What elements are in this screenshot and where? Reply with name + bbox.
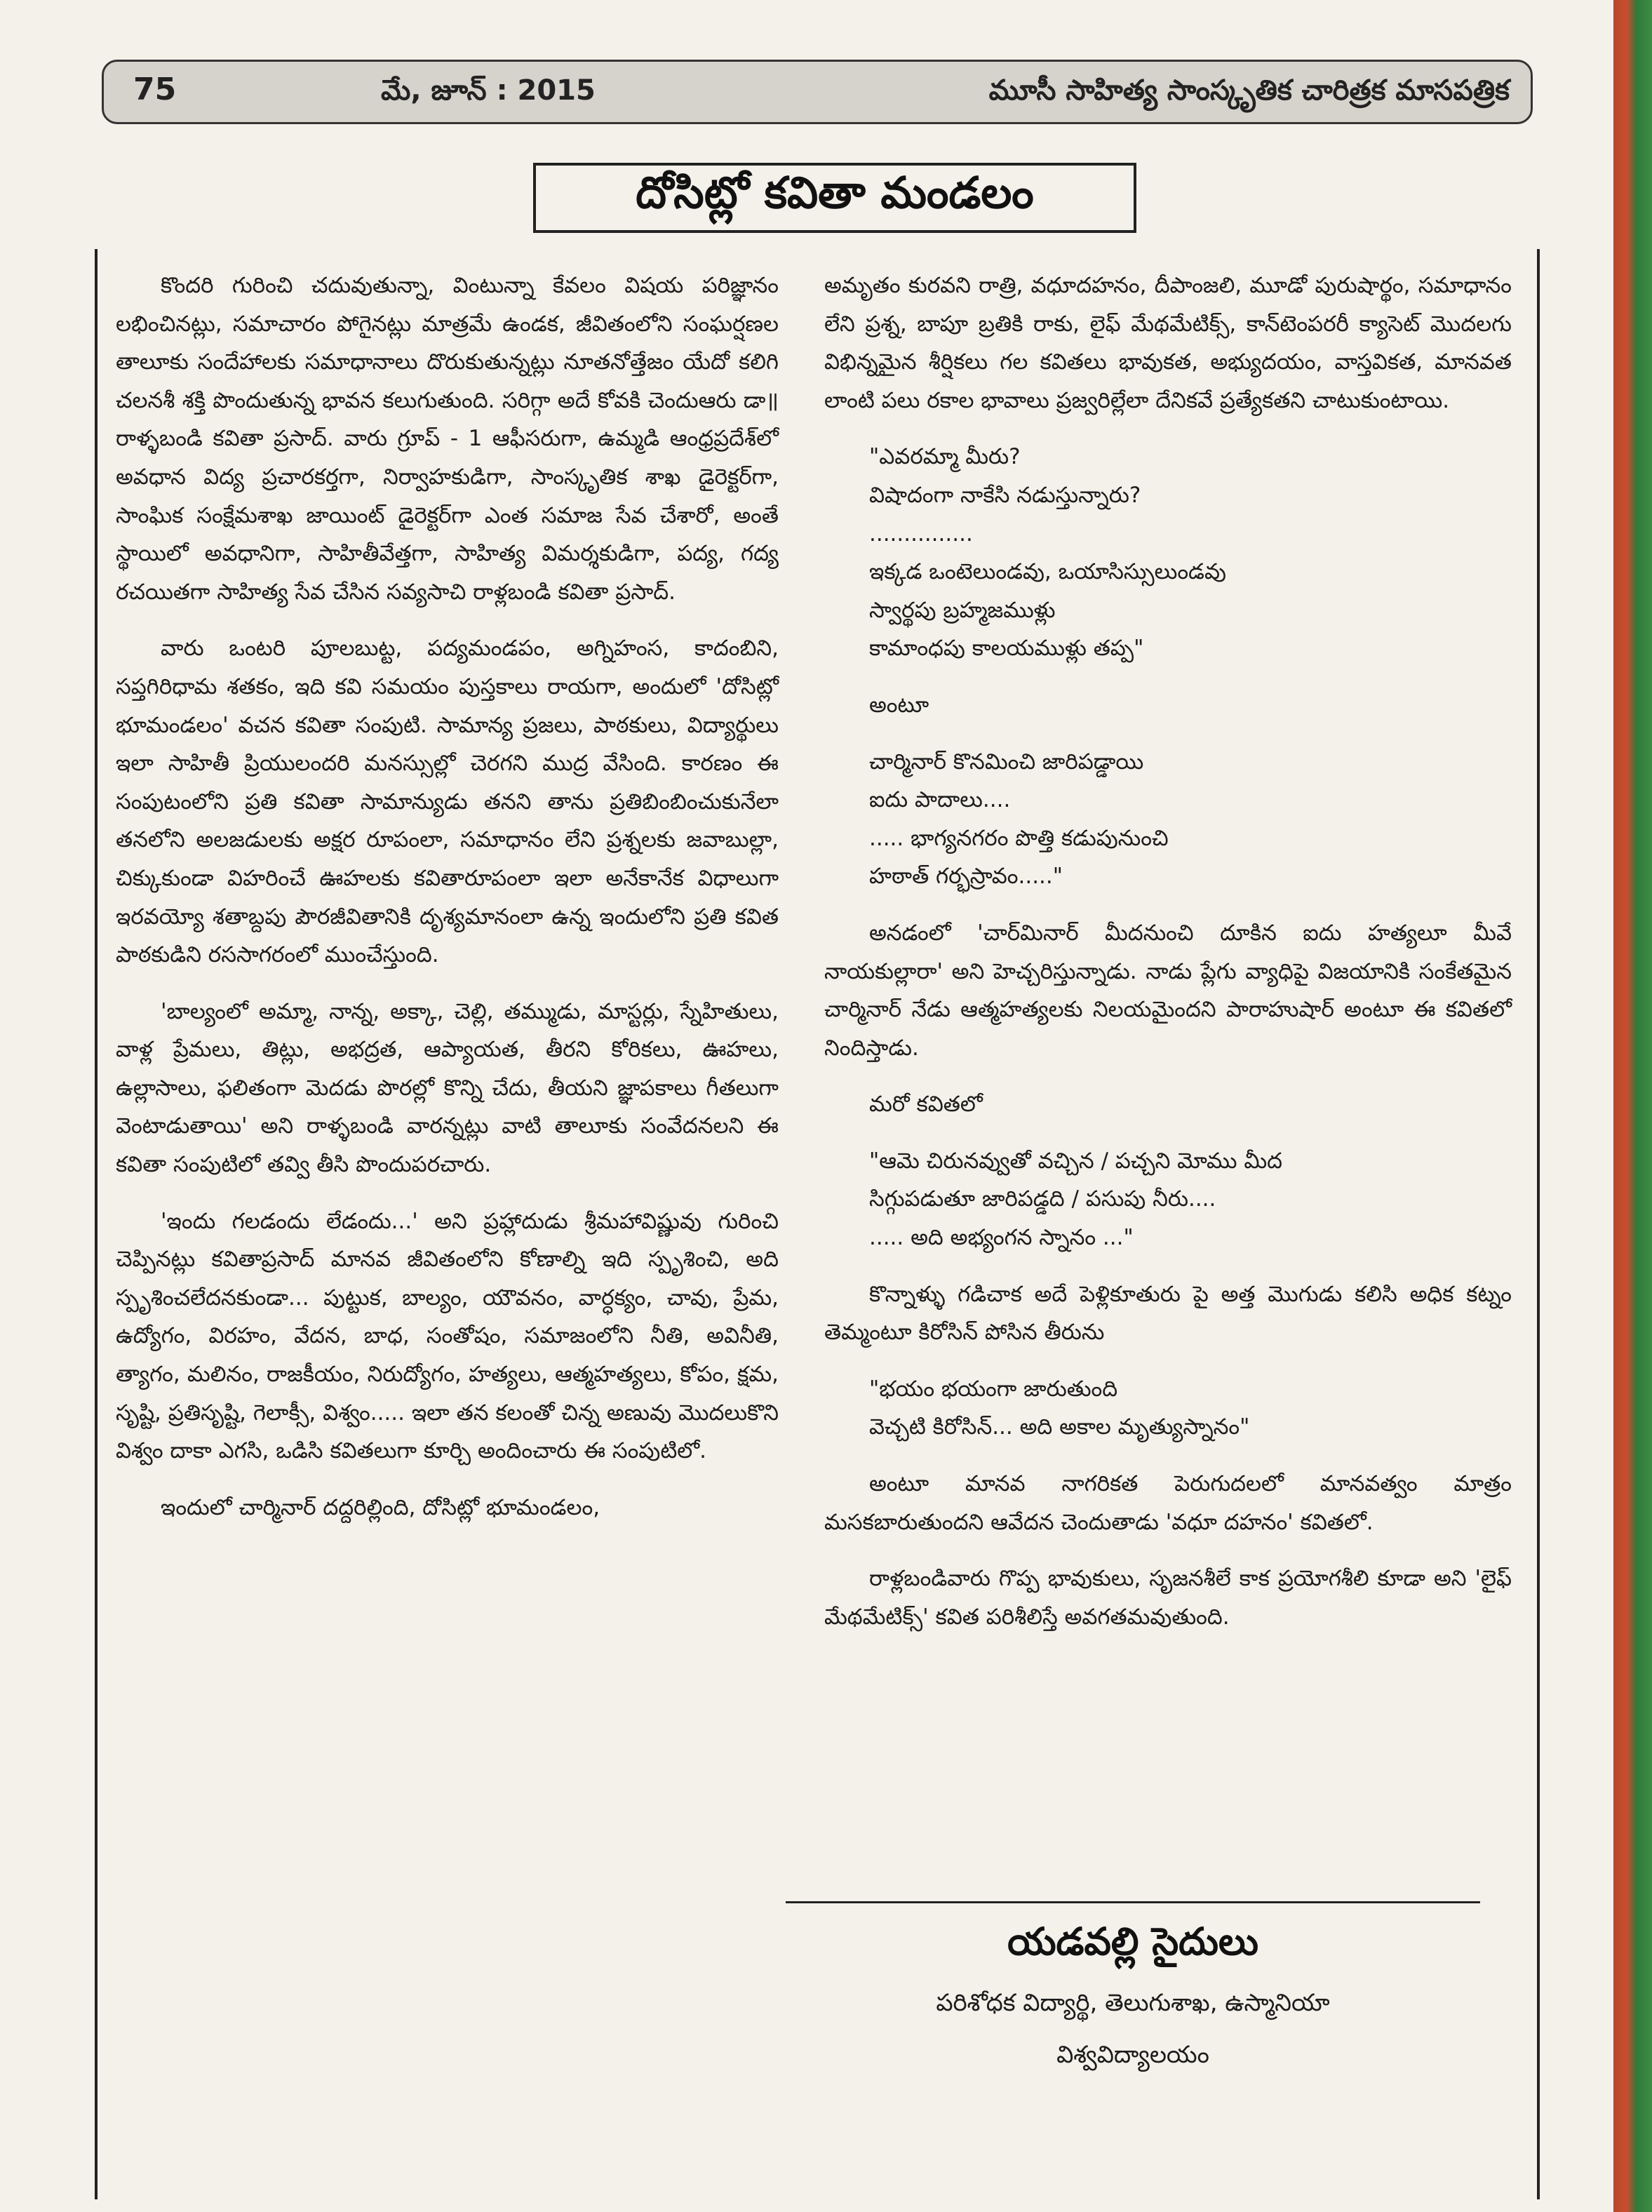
page-number: 75 — [133, 72, 177, 107]
paragraph: అంటూ మానవ నాగరికత పెరుగుదలలో మానవత్వం మాత్రం మసకబారుతుందని ఆవేదన చెందుతాడు 'వధూ దహనం' కవితలో. — [824, 1471, 1512, 1535]
author-block — [786, 1915, 1480, 2077]
quote-line: హఠాత్ గర్భస్రావం....." — [869, 864, 1063, 890]
right-column — [824, 267, 1512, 1654]
poem-quote-4 — [824, 1370, 1512, 1447]
left-column — [116, 267, 779, 1545]
poem-quote-2 — [824, 743, 1512, 896]
article-title-box — [533, 163, 1136, 233]
quote-line: చార్మినార్ కొనమించి జారిపడ్డాయి — [869, 749, 1144, 775]
poem-quote-3 — [824, 1142, 1512, 1257]
paragraph: కొందరి గురించి చదువుతున్నా, వింటున్నా కేవలం విషయ పరిజ్ఞానం లభించినట్లు, సమాచారం పోగైనట్లు మాత్రమే ఉండక, జీవితంలోని సంఘర్షణల తాలూకు సందేహాలకు సమాధానాలు దొరుకుతున్నట్లు నూతనోత్తేజం యేదో కలిగి చలనశీ శక్తి పొందుతున్న భావన కలుగుతుంది. సరిగ్గా అదే కోవకి చెందుఆరు డా॥ రాళ్ళబండి కవితా ప్రసాద్. వారు గ్రూప్ - 1 ఆఫీసరుగా, ఉమ్మడి ఆంధ్రప్రదేశ్‌లో అవధాన విద్య ప్రచారకర్తగా, నిర్వాహకుడిగా, సాంస్కృతిక శాఖ డైరెక్టర్‌గా, సాంఘిక సంక్షేమశాఖ జాయింట్ డైరెక్టర్‌గా ఎంత సమాజ సేవ చేశారో, అంతే స్థాయిలో అవధానిగా, సాహితీవేత్తగా, సాహిత్య విమర్శకుడిగా, పద్య, గద్య రచయితగా సాహిత్య సేవ చేసిన సవ్యసాచి రాళ్లబండి కవితా ప్రసాద్. — [116, 273, 779, 605]
paragraph: కొన్నాళ్ళు గడిచాక అదే పెళ్లికూతురు పై అత్త మొగుడు కలిసి అధిక కట్నం తెమ్మంటూ కిరోసిన్ పోసిన తీరును — [824, 1281, 1512, 1346]
paragraph: 'బాల్యంలో అమ్మా, నాన్న, అక్కా, చెల్లి, తమ్ముడు, మాస్టర్లు, స్నేహితులు, వాళ్ల ప్రేమలు, తిట్లు, అభద్రత, ఆప్యాయత, తీరని కోరికలు, ఊహలు, ఉల్లాసాలు, ఫలితంగా మెదడు పొరల్లో కొన్ని చేదు, తీయని జ్ఞాపకాలు గీతలుగా వెంటాడుతాయి' అని రాళ్ళబండి వారన్నట్లు వాటి తాలూకు సంవేదనలని ఈ కవితా సంపుటిలో తవ్వి తీసి పొందుపరచారు. — [116, 998, 779, 1178]
author-affiliation: పరిశోధక విద్యార్థి, తెలుగుశాఖ, ఉస్మానియా — [936, 1989, 1330, 2017]
article-title: దోసిట్లో కవితా మండలం — [636, 167, 1034, 218]
author-divider — [786, 1901, 1480, 1903]
quote-line: ..... అది అభ్యంగన స్నానం ..." — [869, 1225, 1134, 1251]
quote-line: "ఎవరమ్మా మీరు? — [869, 444, 1021, 470]
quote-line: "ఆమె చిరునవ్వుతో వచ్చిన / పచ్చని మోము మీద — [869, 1148, 1283, 1174]
paragraph: 'ఇందు గలడందు లేడందు...' అని ప్రహ్లాదుడు శ్రీమహావిష్ణువు గురించి చెప్పినట్లు కవితాప్రసాద్ మానవ జీవితంలోని కోణాల్ని ఇది స్పృశించి, అది స్పృశించలేదనకుండా... పుట్టుక, బాల్యం, యౌవనం, వార్ధక్యం, చావు, ప్రేమ, ఉద్యోగం, విరహం, వేదన, బాధ, సంతోషం, సమాజంలోని నీతి, అవినీతి, త్యాగం, మలినం, రాజకీయం, నిరుద్యోగం, హత్యలు, ఆత్మహత్యలు, కోపం, క్షమ, సృష్టి, ప్రతిసృష్టి, గెలాక్సీ, విశ్వం..... ఇలా తన కలంతో చిన్న అణువు మొదలుకొని విశ్వం దాకా ఎగసి, ఒడిసి కవితలుగా కూర్చి అందించారు ఈ సంపుటిలో. — [116, 1208, 779, 1464]
poem-quote-1 — [824, 438, 1512, 668]
quote-line: ఇక్కడ ఒంటెలుండవు, ఒయాసిస్సులుండవు — [869, 559, 1226, 585]
quote-line: సిగ్గుపడుతూ జారిపడ్డది / పసుపు నీరు.... — [869, 1186, 1216, 1212]
quote-line: స్వార్థపు బ్రహ్మజముళ్లు — [869, 597, 1056, 623]
quote-line: కామాంధపు కాలయముళ్లు తప్ప" — [869, 636, 1144, 662]
issue-date: మే, జూన్ : 2015 — [381, 74, 596, 107]
quote-line: విషాదంగా నాకేసి నడుస్తున్నారు? — [869, 482, 1141, 508]
quote-line: "భయం భయంగా జారుతుంది — [869, 1376, 1118, 1402]
paragraph: రాళ్లబండివారు గొప్ప భావుకులు, సృజనశీలే కాక ప్రయోగశీలి కూడా అని 'లైఫ్ మేథమేటిక్స్' కవిత పరిశీలిస్తే అవగతమవుతుంది. — [824, 1566, 1512, 1630]
quote-intro: అంటూ — [869, 692, 929, 718]
magazine-name: మూసీ సాహిత్య సాంస్కృతిక చారిత్రక మాసపత్రిక — [988, 74, 1510, 107]
author-university: విశ్వవిద్యాలయం — [1056, 2041, 1209, 2069]
paragraph: వారు ఒంటరి పూలబుట్ట, పద్యమండపం, అగ్నిహంస, కాదంబిని, సప్తగిరిధామ శతకం, ఇది కవి సమయం పుస్తకాలు రాయగా, అందులో 'దోసిట్లో భూమండలం' వచన కవితా సంపుటి. సామాన్య ప్రజలు, పాఠకులు, విద్యార్థులు ఇలా సాహితీ ప్రియులందరి మనస్సుల్లో చెరగని ముద్ర వేసింది. కారణం ఈ సంపుటంలోని ప్రతి కవితా సామాన్యుడు తనని తాను ప్రతిబింబించుకునేలా తనలోని అలజడులకు అక్షర రూపంలా, సమాధానం లేని ప్రశ్నలకు జవాబుల్లా, చిక్కుకుండా విహరించే ఊహలకు కవితారూపంలా ఇలా అనేకానేక విధాలుగా ఇరవయ్యో శతాబ్దపు పౌరజీవితానికి దృశ్యమానంలా ఉన్న ఇందులోని ప్రతి కవిత పాఠకుడిని రససాగరంలో ముంచేస్తుంది. — [116, 636, 779, 968]
quote-line: ఐదు పాదాలు.... — [869, 787, 1011, 813]
quote-intro: మరో కవితలో — [869, 1092, 983, 1118]
magazine-cover-edge — [1613, 0, 1652, 2212]
quote-line: వెచ్చటి కిరోసిన్... అది అకాల మృత్యుస్నానం" — [869, 1414, 1250, 1440]
author-name: యడవల్లి సైదులు — [1007, 1919, 1258, 1964]
paragraph: అనడంలో 'చార్‌మినార్ మీదనుంచి దూకిన ఐదు హత్యలూ మీవే నాయకుల్లారా' అని హెచ్చరిస్తున్నాడు. నాడు ప్లేగు వ్యాధిపై విజయానికి సంకేతమైన చార్మినార్ నేడు ఆత్మహత్యలకు నిలయమైందని పారాహుషార్ అంటూ ఈ కవితలో నిందిస్తాడు. — [824, 920, 1512, 1061]
quote-line: ..... భాగ్యనగరం పొత్తి కడుపునుంచి — [869, 825, 1169, 851]
paragraph: అమృతం కురవని రాత్రి, వధూదహనం, దీపాంజలి, మూడో పురుషార్థం, సమాధానం లేని ప్రశ్న, బాపూ బ్రతికి రాకు, లైఫ్ మేథమేటిక్స్, కాన్‌టెంపరరీ క్యాసెట్ మొదలగు విభిన్నమైన శీర్షికలు గల కవితలు భావుకత, అభ్యుదయం, వాస్తవికత, మానవత లాంటి పలు రకాల భావాలు ప్రజ్వరిల్లేలా దేనికవే ప్రత్యేకతని చాటుకుంటాయి. — [824, 273, 1512, 413]
paragraph: ఇందులో చార్మినార్ దద్దరిల్లింది, దోసిట్లో భూమండలం, — [161, 1494, 600, 1520]
quote-line: ............... — [869, 521, 973, 547]
page-header — [102, 60, 1533, 124]
